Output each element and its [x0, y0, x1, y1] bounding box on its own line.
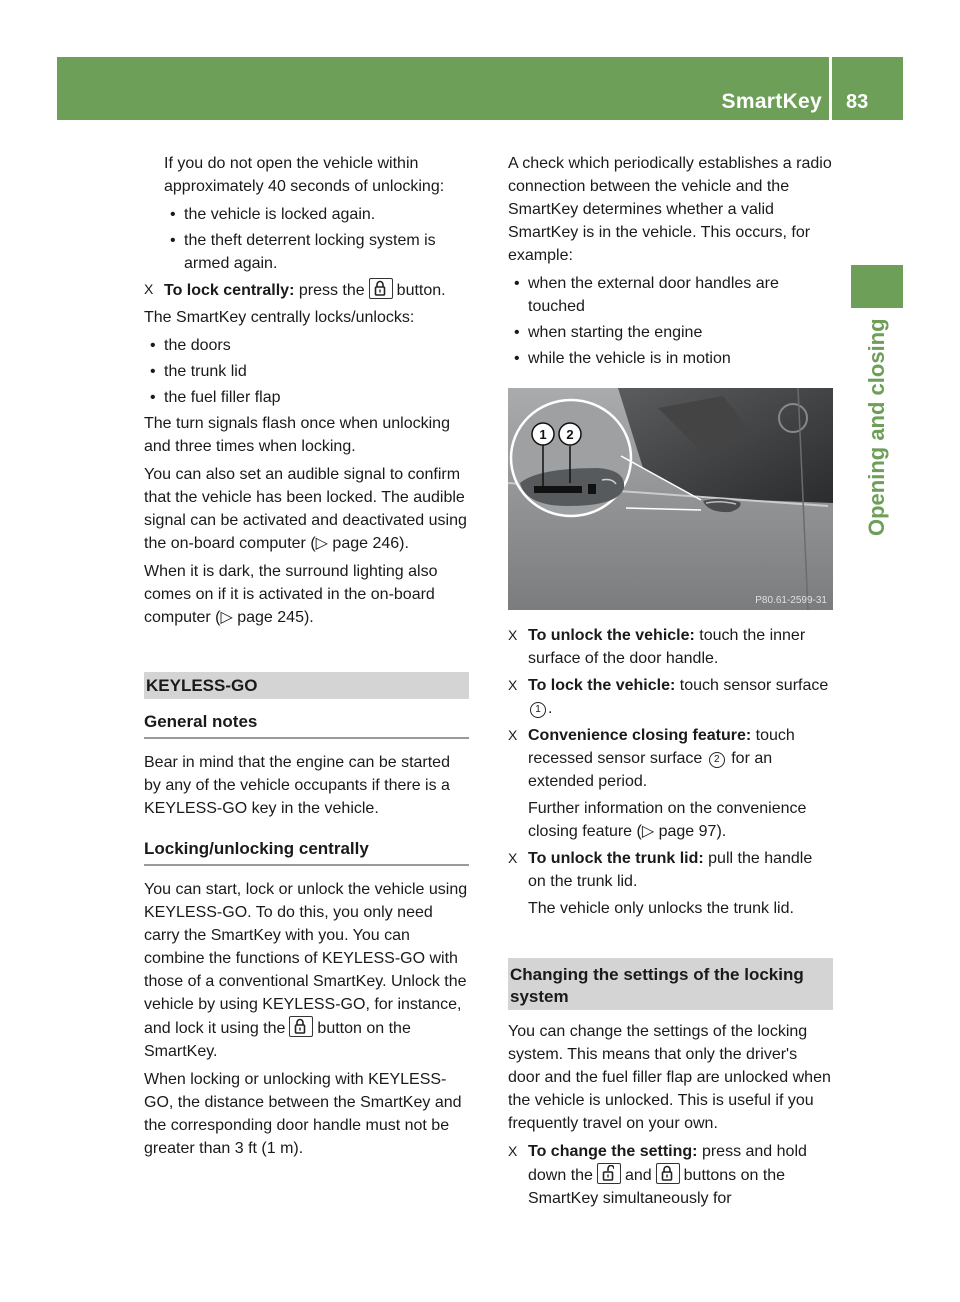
step-title: To change the setting: [528, 1143, 698, 1160]
step-marker-icon: X [144, 281, 154, 297]
step-text: touch the inner surface of the door handle. [528, 627, 806, 667]
page-reference[interactable]: page 97 [658, 823, 717, 840]
step-text: ). [716, 823, 727, 840]
page-number: 83 [846, 91, 869, 113]
step-marker-icon: X [508, 627, 518, 643]
paragraph: The SmartKey centrally locks/unlocks: [144, 309, 415, 326]
step-title: To unlock the vehicle: [528, 627, 695, 644]
step-lock-centrally [144, 278, 469, 302]
paragraph-text: ). [303, 609, 314, 626]
paragraph-text: You can also set an audible signal to confirm that the vehicle has been locked. The audible signal can be activated and deactivated using the on-board computer ( [144, 466, 467, 552]
step-text: Further information on the convenience closing feature ( [528, 800, 807, 840]
step-title: Convenience closing feature: [528, 727, 752, 744]
step-title: To unlock the trunk lid: [528, 850, 704, 867]
callout-1: 1 [539, 427, 547, 442]
lock-icon [656, 1163, 680, 1184]
step-lock-vehicle [508, 674, 833, 720]
section-heading [144, 672, 469, 699]
list-item: • when the external door handles are touched [508, 272, 833, 318]
page-ref-arrow-icon: ▷ [220, 609, 233, 626]
paragraph [144, 560, 469, 629]
list-item: • the doors [144, 334, 469, 357]
list-item: • the trunk lid [144, 360, 469, 383]
list-item: • when starting the engine [508, 321, 833, 344]
step-text: for an extended period. [528, 750, 773, 790]
step-unlock-trunk [508, 847, 833, 893]
page-reference[interactable]: page 245 [237, 609, 304, 626]
section-title: SmartKey [721, 90, 822, 113]
step-change-setting [508, 1140, 833, 1210]
step-text: press and hold down the [528, 1143, 807, 1184]
page-ref-arrow-icon: ▷ [315, 535, 328, 552]
paragraph: The turn signals flash once when unlocking and three times when locking. [144, 415, 450, 455]
step-title: To lock the vehicle: [528, 677, 676, 694]
header-divider [829, 57, 832, 120]
step-text: press the [298, 282, 365, 299]
page-reference[interactable]: page 246 [332, 535, 400, 552]
paragraph: A check which periodically establishes a radio connection between the vehicle and the SmartKey determines whether a valid SmartKey is in the vehicle. This occurs, for example: [508, 155, 832, 264]
step-marker-icon: X [508, 727, 518, 743]
step-text: button. [396, 282, 446, 299]
step-marker-icon: X [508, 1143, 518, 1159]
paragraph [144, 463, 469, 555]
side-tab-marker [851, 265, 903, 308]
paragraph: You can change the settings of the locking system. This means that only the driver's door and the fuel filler flap are unlocked when the vehicle is unlocked. This is useful if you frequently travel on your own. [508, 1023, 831, 1132]
paragraph-text: button on the SmartKey. [144, 1020, 411, 1060]
page-ref-arrow-icon: ▷ [641, 823, 655, 840]
door-handle-figure [508, 388, 833, 610]
lock-icon [369, 278, 393, 299]
section-heading [508, 958, 833, 1010]
paragraph-text: ). [399, 535, 409, 552]
list-item: • the vehicle is locked again. [164, 203, 469, 226]
step-text: and [624, 1167, 652, 1184]
callout-ref-1: 1 [530, 702, 546, 718]
heading-text: KEYLESS-GO [146, 676, 258, 695]
list-item: • the theft deterrent locking system is armed again. [164, 229, 469, 275]
list-item: • while the vehicle is in motion [508, 347, 833, 370]
intro-text: If you do not open the vehicle within approximately 40 seconds of unlocking: [164, 155, 445, 195]
car-door-illustration [508, 388, 833, 610]
left-column [144, 152, 469, 1165]
callout-2: 2 [566, 427, 574, 442]
heading-text: Changing the settings of the locking system [510, 965, 804, 1006]
paragraph-text: You can start, lock or unlock the vehicle using KEYLESS-GO. To do this, you only need carry the SmartKey with you. You can combine the functions of KEYLESS-GO with those of a conventional SmartKey. Unlock the vehicle by using KEYLESS-GO, for instance, and lock it using the [144, 881, 468, 1037]
paragraph: Bear in mind that the engine can be started by any of the vehicle occupants if there is a KEYLESS-GO key in the vehicle. [144, 754, 450, 817]
step-note: The vehicle only unlocks the trunk lid. [528, 900, 794, 917]
step-marker-icon: X [508, 850, 518, 866]
step-text: buttons on the SmartKey simultaneously for [528, 1167, 786, 1207]
step-convenience-closing [508, 724, 833, 793]
paragraph: When locking or unlocking with KEYLESS-GO, the distance between the SmartKey and the corresponding door handle must not be greater than 3 ft (1 m). [144, 1071, 462, 1157]
side-chapter-label: Opening and closing [864, 318, 889, 536]
subsection-heading: General notes [144, 710, 469, 739]
step-text: . [548, 700, 553, 717]
callout-ref-2: 2 [709, 752, 725, 768]
step-marker-icon: X [508, 677, 518, 693]
list-item: • the fuel filler flap [144, 386, 469, 409]
paragraph-text: When it is dark, the surround lighting also comes on if it is activated in the on-board computer ( [144, 563, 438, 626]
step-text: touch recessed sensor surface [528, 727, 795, 767]
step-unlock-vehicle [508, 624, 833, 670]
step-title: To lock centrally: [164, 282, 295, 299]
unlock-icon [597, 1163, 621, 1184]
step-text: pull the handle on the trunk lid. [528, 850, 813, 890]
paragraph [144, 878, 469, 1063]
right-column [508, 152, 833, 1214]
step-text: touch sensor surface [679, 677, 829, 694]
step-note [508, 797, 833, 843]
lock-icon [289, 1016, 313, 1037]
figure-code: P80.61-2599-31 [755, 595, 827, 606]
subsection-heading: Locking/unlocking centrally [144, 837, 469, 866]
